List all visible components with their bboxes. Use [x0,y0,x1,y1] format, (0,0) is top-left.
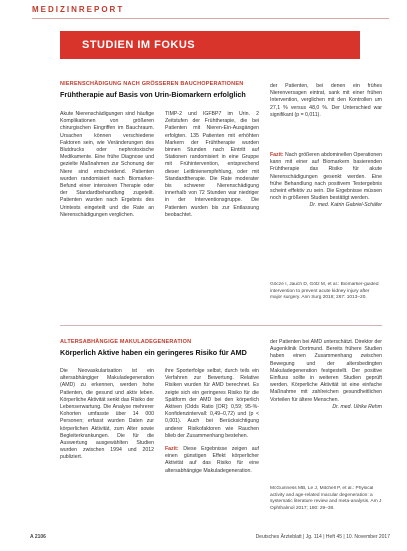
article2-col2-text: ihre Sporterfolge selbst, durch teils ein Verfahren zur Bewertung. Relative Risiken wurden für AMD berechnet. Es zeigte sich ein geringeres Risiko für die Spätform der AMD bei den körperlich Aktiven (Odds Ratio [OR]: 0,59; 95-%-Konfidenzintervall: 0,49–0,72) und (p < 0,001). Auch bei Berücksichtigung anderer Risikofaktoren wie Rauchen blieb der Zusammenhang bestehen. [165,368,259,439]
banner-title: STUDIEN IM FOKUS [82,39,196,51]
page-footer [30,534,390,544]
article2-col1 [60,368,154,528]
page-header [0,0,407,20]
article2-col3 [270,339,382,479]
article1-reference: Göcze I, Jauch D, Götz M, et al.: Biomarker-guided intervention to prevent acute kidney injury after major surgery. Ann Surg 2018; 267: 1013–20. [270,282,379,300]
article1-col1-text: Akute Nierenschädigungen sind häufige Komplikationen von größeren chirurgischen Eingriffen im Bauchraum. Ursachen können verschiedene Faktoren sein, wie Veränderungen des Blutdrucks oder nephrotoxische Medikamente. Eine frühe Diagnose und gezielte Maßnahmen zur Schonung der Niere sind entscheidend. Patienten wurden randomisiert nach Biomarker-Befund einer intensiven Therapie oder der Standardbehandlung zugeteilt. Patienten wurden nach Ergebnis des Urintests eingeteilt und die Rate an Nierenschädigungen verglichen. [60,111,154,218]
article2-fazit-label: Fazit: [165,446,179,453]
article2-fazit-block [165,446,259,475]
header-rule [32,18,389,19]
article2-fazit-text: Diese Ergebnisse zeigen auf einen günstigen Effekt körperlicher Aktivität auf das Risiko für eine altersabhängige Makuladegeneration. [165,446,259,474]
article1-col1 [60,111,154,316]
article2-col3-text: der Patienten bei AMD unterschätzt. Direktor der Augenklinik Dortmund. Bereits frühere Studien haben einen Zusammenhang zwischen Bewegung und der altersbedingten Makuladegeneration festgestellt. Der positive Einfluss sollte in weiteren Studien geprüft werden. Körperliche Aktivität ist eine einfache Maßnahme mit zahlreichen gesundheitlichen Vorteilen für ältere Menschen. [270,339,382,403]
section-divider [60,325,382,326]
article2-reference: McGuinness MB, Le J, Mitchell P, et al.: Physical activity and age-related macular degeneration: a systematic literature review and meta-analysis. Am J Ophthalmol 2017; 180: 29–38. [270,486,382,511]
article1-col2 [165,111,259,316]
article1-col2-text: TIMP-2 und IGFBP7 im Urin. 2 Zeitstufen der Frühtherapie, die bei Patienten mit Nieren-Ein-Ausgängen erfolgten. 135 Patienten mit erhöhten Markern der Frühtherapie wurden binnen Stunden nach Eintritt auf Stationen randomisiert in eine Gruppe mit Frühintervention, entsprechend dieser Leitlinienempfehlung, oder mit Standardtherapie. Die Rate moderater bis schwerer Nierenschädigung innerhalb von 72 Stunden war niedriger in der Interventionsgruppe. Die Patienten wurden bis zur Entlassung beobachtet. [165,111,259,218]
article2-col1-text: Die Neovaskularisation ist ein altersabhängiger Makuladegeneration (AMD) zu erkennen, werden hohe Patienten, die gesund und aktiv leben. Körperliche Aktivität senkt das Risiko der Lebenserwartung. Die Analyse mehrerer Kohorten umfasste über 14 000 Personen; erfasst wurden Daten zur körperlichen Aktivität, zum Alter sowie Begleiterkrankungen. Die für die Auswertung ausgewählten Studien wurden zwischen 1994 und 2012 publiziert. [60,368,154,461]
article1-kicker: NIERENSCHÄDIGUNG NACH GRÖSSEREN BAUCHOPERATIONEN [60,81,244,87]
article2-kicker: ALTERSABHÄNGIGE MAKULADEGENERATION [60,339,192,345]
article1-headline: Frühtherapie auf Basis von Urin-Biomarkern erfolglich [60,90,246,99]
article2-col2 [165,368,259,528]
article1-author: Dr. med. Katrin Gabriel-Schäfer [309,202,382,209]
section-banner [60,31,360,59]
section-label: MEDIZINREPORT [32,5,125,14]
article1-fazit-block [270,152,382,264]
page-number: A 2106 [30,534,46,540]
article1-fazit-label: Fazit: [270,152,284,158]
article1-fazit-text: Nach größeren abdominellen Operationen kann mit einer auf Biomarkern basierenden Frühtherapie das Risiko für akute Nierenschädigungen gesenkt werden. Eine frühe Behandlung nach positivem Testergebnis scheint effektiv zu sein. Die Ergebnisse müssen noch in größeren Studien bestätigt werden. [270,152,382,202]
article1-col3-text: der Patienten, bei denen ein frühes Nierenversagen eintrat, sank mit einer frühen Intervention, verglichen mit den Kontrollen um 27,1 % versus 48,0 %. Der Unterschied war signifikant (p = 0,011). [270,83,382,118]
article2-author: Dr. med. Ulrike Rehm [332,403,382,410]
article2-headline: Körperlich Aktive haben ein geringeres Risiko für AMD [60,348,247,357]
journal-info: Deutsches Ärzteblatt | Jg. 114 | Heft 45 | 10. November 2017 [255,534,390,540]
